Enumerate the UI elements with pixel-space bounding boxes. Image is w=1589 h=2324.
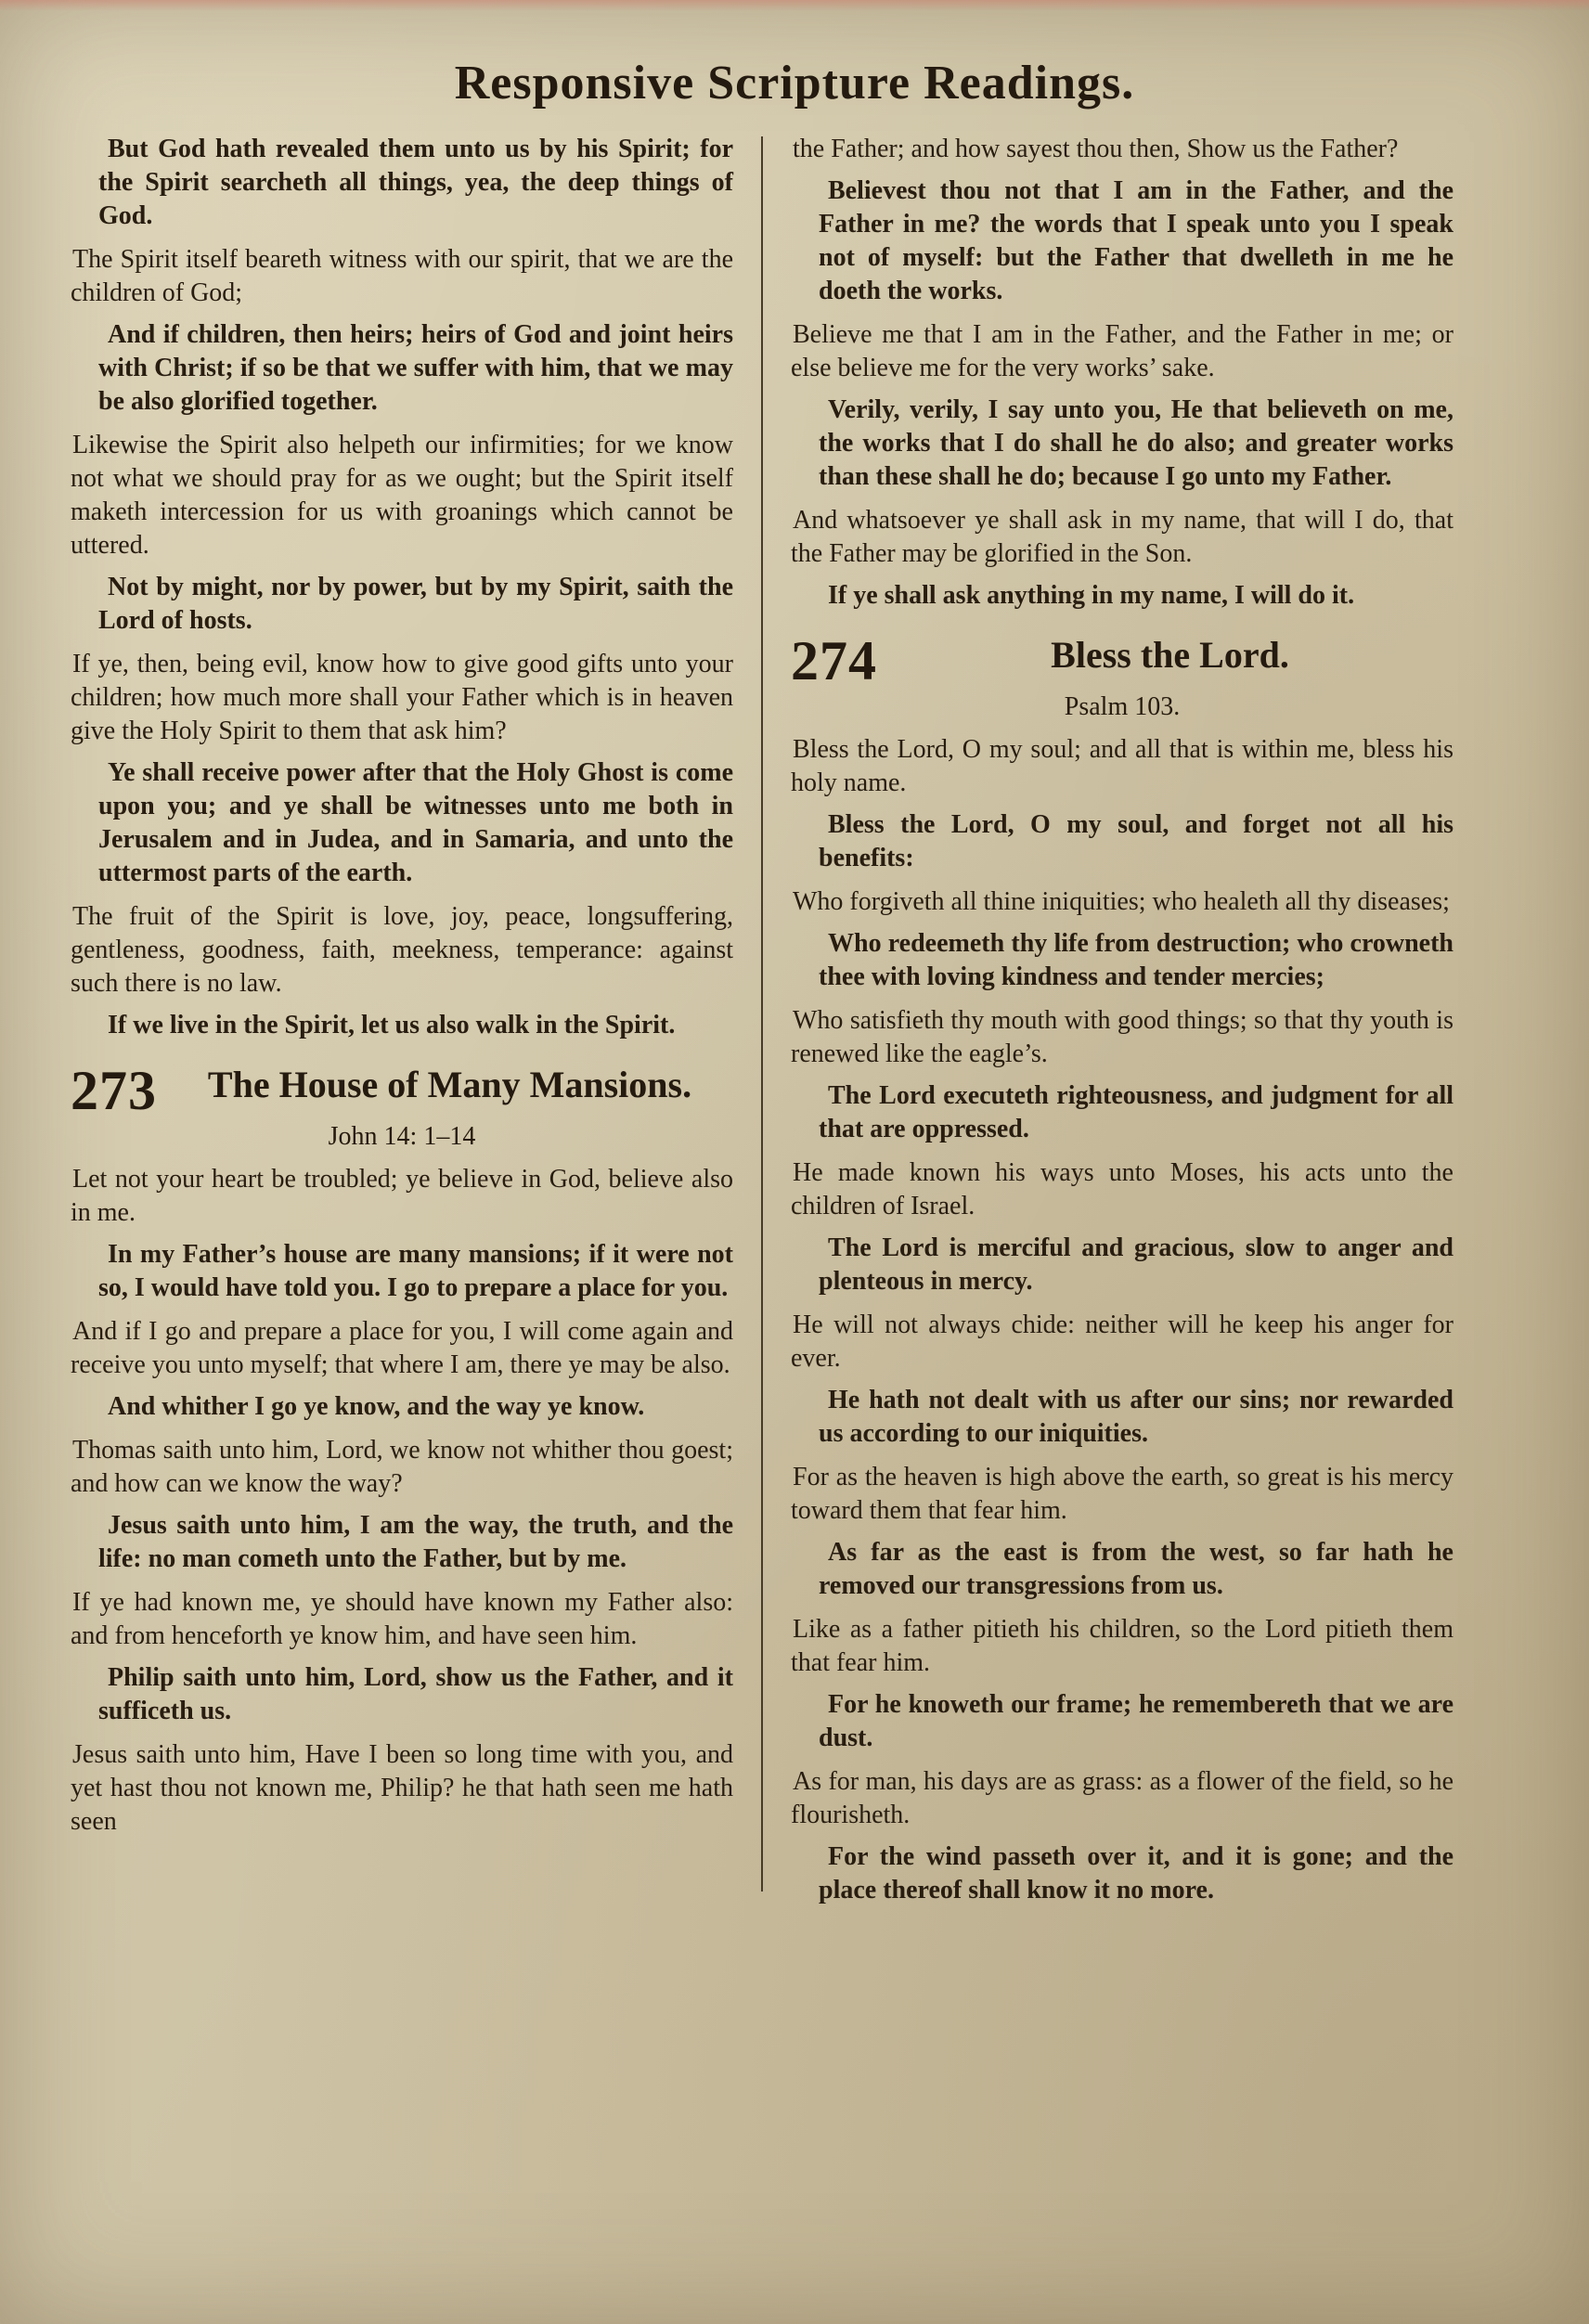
leader-paragraph: As for man, his days are as grass: as a flower of the field, so he flourisheth. (791, 1767, 1453, 1829)
leader-paragraph: Likewise the Spirit also helpeth our infirmities; for we know not what we should pray for as we ought; but the Spirit itself maketh intercession for us with groanings which cannot be uttered. (71, 431, 733, 560)
response-paragraph: Ye shall receive power after that the Holy Ghost is come upon you; and ye shall be witnesses unto me both in Jerusalem and in Judea, and in Samaria, and unto the uttermost parts of the earth. (98, 758, 733, 887)
section-heading-row (791, 630, 1453, 691)
leader-paragraph: And if I go and prepare a place for you, I will come again and receive you unto myself; that where I am, there ye may be also. (71, 1317, 733, 1379)
section-heading (791, 630, 1453, 722)
leader-paragraph: Bless the Lord, O my soul; and all that is within me, bless his holy name. (791, 735, 1453, 797)
section-subtitle: John 14: 1–14 (328, 1122, 476, 1151)
response-paragraph: If we live in the Spirit, let us also walk in the Spirit. (108, 1011, 676, 1039)
section-number: 274 (791, 630, 877, 691)
response-paragraph: For the wind passeth over it, and it is gone; and the place thereof shall know it no more. (819, 1842, 1453, 1904)
response-paragraph: For he knoweth our frame; he remembereth that we are dust. (819, 1690, 1453, 1752)
response-paragraph: The Lord is merciful and gracious, slow to anger and plenteous in mercy. (819, 1233, 1453, 1296)
page-title: Responsive Scripture Readings. (454, 57, 1135, 110)
column-left (71, 133, 733, 1917)
leader-paragraph: The Spirit itself beareth witness with our spirit, that we are the children of God; (71, 245, 733, 307)
section-number: 273 (71, 1060, 157, 1121)
leader-paragraph: He made known his ways unto Moses, his acts unto the children of Israel. (791, 1158, 1453, 1220)
leader-paragraph: Believe me that I am in the Father, and the Father in me; or else believe me for the very works’ sake. (791, 320, 1453, 382)
response-paragraph: If ye shall ask anything in my name, I will do it. (828, 581, 1355, 610)
leader-paragraph: Let not your heart be troubled; ye believe in God, believe also in me. (71, 1165, 733, 1227)
response-paragraph: Who redeemeth thy life from destruction; who crowneth thee with loving kindness and tender mercies; (819, 929, 1453, 991)
response-paragraph: Jesus saith unto him, I am the way, the truth, and the life: no man cometh unto the Father, but by me. (98, 1511, 733, 1573)
response-paragraph: As far as the east is from the west, so far hath he removed our transgressions from us. (819, 1538, 1453, 1600)
response-paragraph: And whither I go ye know, and the way ye know. (108, 1392, 645, 1421)
leader-paragraph: He will not always chide: neither will he keep his anger for ever. (791, 1310, 1453, 1373)
leader-paragraph: If ye had known me, ye should have known my Father also: and from henceforth ye know him, and have seen him. (71, 1588, 733, 1650)
response-paragraph: The Lord executeth righteousness, and judgment for all that are oppressed. (819, 1081, 1453, 1143)
response-paragraph: Bless the Lord, O my soul, and forget not all his benefits: (819, 810, 1453, 872)
column-right (791, 133, 1453, 1917)
section-heading (71, 1060, 733, 1152)
response-paragraph: But God hath revealed them unto us by his Spirit; for the Spirit searcheth all things, yea, the deep things of God. (98, 135, 733, 230)
leader-paragraph: For as the heaven is high above the earth, so great is his mercy toward them that fear him. (791, 1463, 1453, 1525)
response-paragraph: Verily, verily, I say unto you, He that believeth on me, the works that I do shall he do also; and greater works than these shall he do; because I go unto my Father. (819, 395, 1453, 491)
leader-paragraph: the Father; and how sayest thou then, Show us the Father? (793, 135, 1399, 163)
leader-paragraph: Who satisfieth thy mouth with good things; so that thy youth is renewed like the eagle’s. (791, 1006, 1453, 1068)
response-paragraph: Not by might, nor by power, but by my Spirit, saith the Lord of hosts. (98, 573, 733, 635)
two-column-layout (0, 133, 1589, 1917)
response-paragraph: Believest thou not that I am in the Father, and the Father in me? the words that I speak unto you I speak not of myself: but the Father that dwelleth in me he doeth the works. (819, 176, 1453, 305)
section-subtitle: Psalm 103. (1064, 692, 1181, 721)
response-paragraph: Philip saith unto him, Lord, show us the Father, and it sufficeth us. (98, 1663, 733, 1725)
leader-paragraph: And whatsoever ye shall ask in my name, that will I do, that the Father may be glorified in the Son. (791, 506, 1453, 568)
leader-paragraph: Jesus saith unto him, Have I been so long time with you, and yet hast thou not known me, Philip? he that hath seen me hath seen (71, 1740, 733, 1836)
section-title: The House of Many Mansions. (207, 1064, 692, 1105)
response-paragraph: And if children, then heirs; heirs of God and joint heirs with Christ; if so be that we suffer with him, that we may be also glorified together. (98, 320, 733, 416)
section-title: Bless the Lord. (1051, 634, 1289, 676)
column-divider (761, 136, 763, 1891)
leader-paragraph: If ye, then, being evil, know how to give good gifts unto your children; how much more shall your Father which is in heaven give the Holy Spirit to them that ask him? (71, 650, 733, 745)
page-top-edge (0, 0, 1589, 11)
section-heading-row (71, 1060, 733, 1121)
response-paragraph: In my Father’s house are many mansions; if it were not so, I would have told you. I go to prepare a place for you. (98, 1240, 733, 1302)
leader-paragraph: The fruit of the Spirit is love, joy, peace, longsuffering, gentleness, goodness, faith, meekness, temperance: against such there is no law. (71, 902, 733, 998)
leader-paragraph: Like as a father pitieth his children, so the Lord pitieth them that fear him. (791, 1615, 1453, 1677)
response-paragraph: He hath not dealt with us after our sins; nor rewarded us according to our iniquities. (819, 1386, 1453, 1448)
leader-paragraph: Who forgiveth all thine iniquities; who healeth all thy diseases; (793, 887, 1450, 916)
leader-paragraph: Thomas saith unto him, Lord, we know not whither thou goest; and how can we know the way? (71, 1436, 733, 1498)
